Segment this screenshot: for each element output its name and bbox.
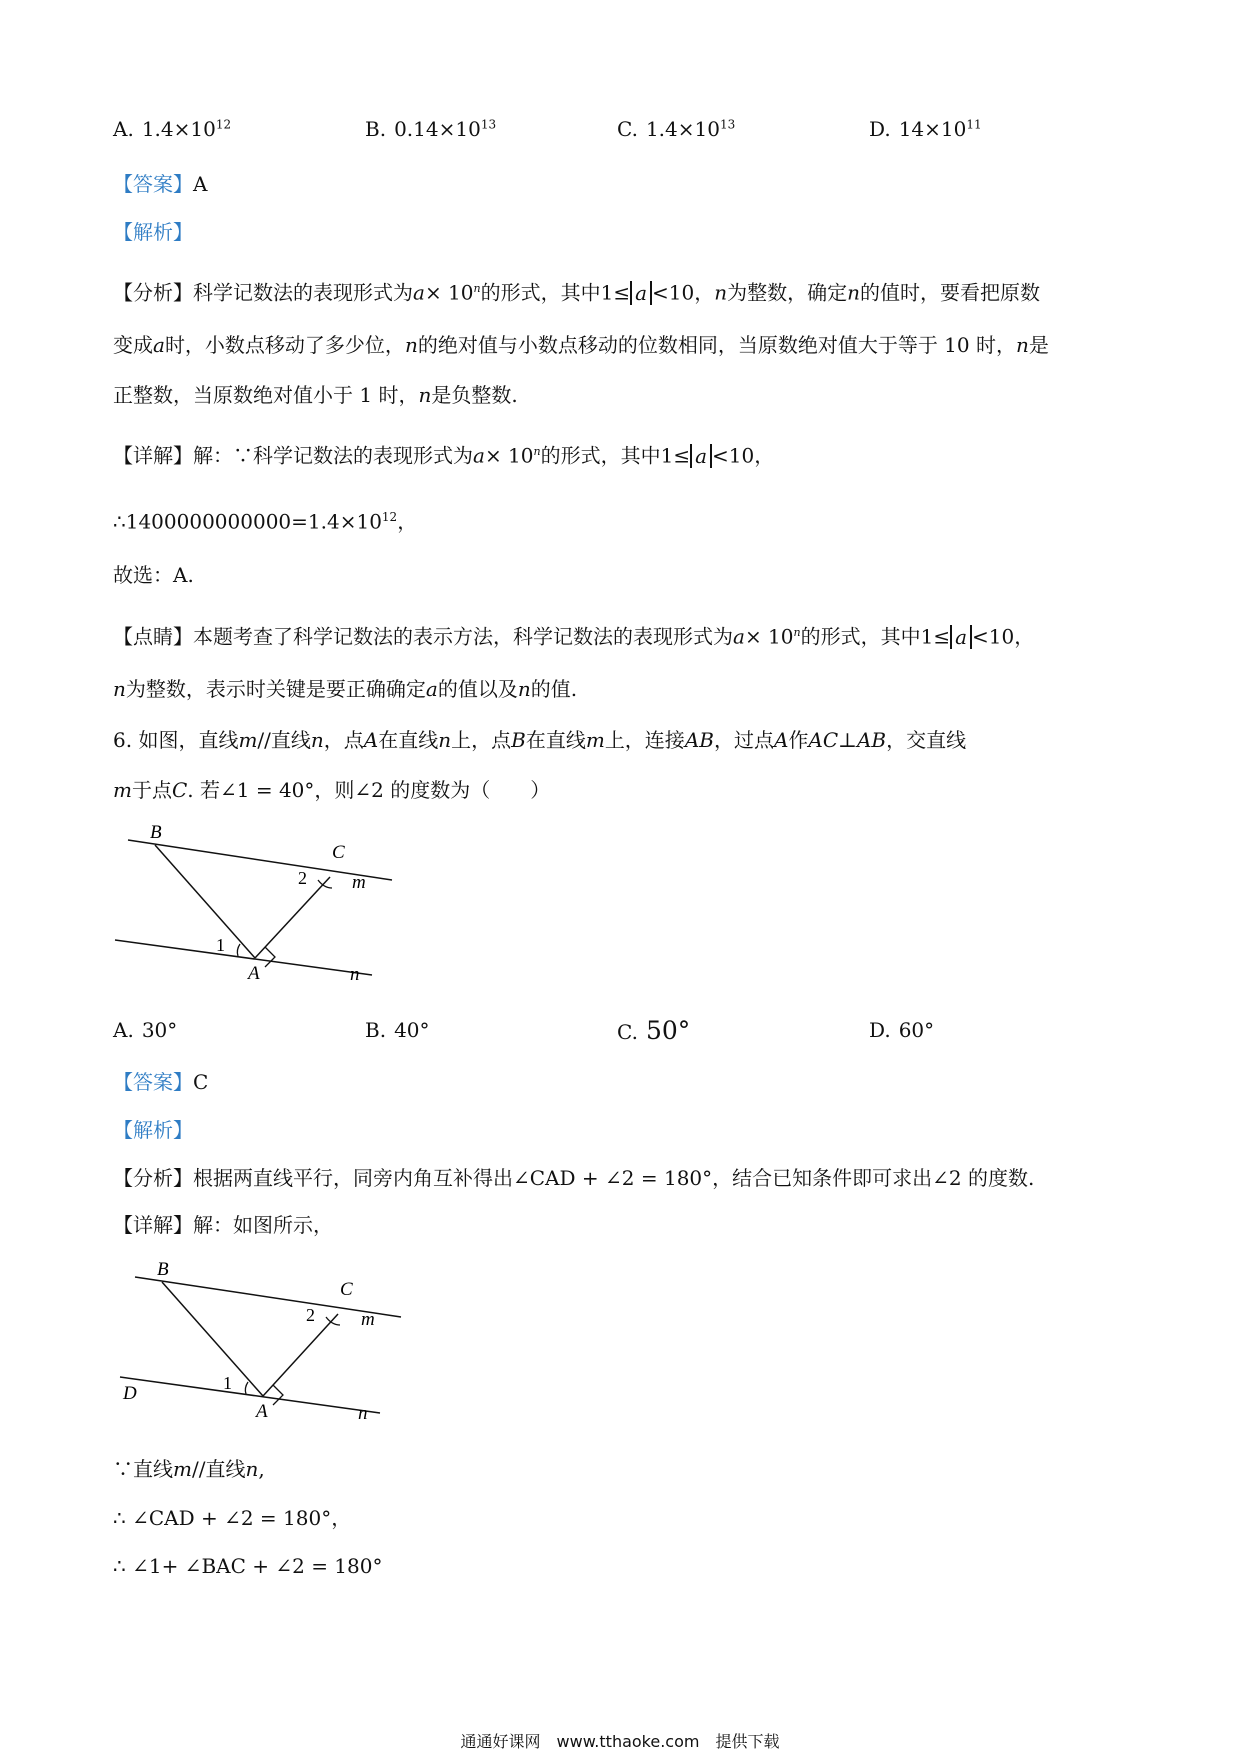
right-angle-mark <box>265 947 275 967</box>
label-1: 1 <box>216 935 225 955</box>
option-d: D. $14\times 10^{11}$ <box>869 117 982 141</box>
dianjing-line-1: 【点睛】本题考查了科学记数法的表示方法，科学记数法的表现形式为$a\times 10^n$的形式，其中1≤ a <10， <box>113 624 1035 649</box>
label-2: 2 <box>306 1305 315 1325</box>
q6-step-2: ∴ ∠CAD + ∠2 = 180°， <box>113 1506 352 1530</box>
option-a: A. $1.4\times 10^{12}$ <box>113 117 232 141</box>
segment-ab <box>155 845 255 958</box>
detail-line-1: 【详解】解：∵科学记数法的表现形式为$a\times 10^n$的形式，其中1≤ a <10， <box>113 443 775 468</box>
dianjing-line-2: n为整数，表示时关键是要正确确定a的值以及n的值. <box>113 677 578 701</box>
analysis-heading: 【解析】 <box>113 220 193 244</box>
label-n: n <box>350 964 360 985</box>
label-n: n <box>358 1403 368 1424</box>
segment-ab <box>162 1282 263 1396</box>
segment-ac <box>263 1314 338 1396</box>
q6-stem-line-1: 6. 如图，直线m//直线n，点A在直线n上，点B在直线m上，连接AB，过点A作AC⊥AB，交直线 <box>113 728 967 752</box>
q6-step-3: ∴ ∠1+ ∠BAC + ∠2 = 180° <box>113 1554 383 1578</box>
q6-analysis-heading: 【解析】 <box>113 1118 193 1142</box>
figure-2 <box>115 1255 425 1435</box>
angle-1-arc <box>245 1382 248 1394</box>
label-m: m <box>361 1309 375 1330</box>
q6-option-b: B. 40° <box>365 1018 430 1042</box>
q6-stem-line-2: m于点C. 若∠1 = 40°，则∠2 的度数为（ ） <box>113 778 551 802</box>
q6-option-c: C. 50° <box>617 1016 691 1045</box>
q6-answer-line: 【答案】C <box>113 1070 209 1094</box>
label-m: m <box>352 872 366 893</box>
q6-detail-1: 【详解】解：如图所示， <box>113 1213 333 1237</box>
q6-fenxi: 【分析】根据两直线平行，同旁内角互补得出∠CAD + ∠2 = 180°，结合已知条件即可求出∠2 的度数. <box>113 1166 1035 1190</box>
label-a: A <box>248 963 260 984</box>
label-c: C <box>340 1279 353 1300</box>
label-c: C <box>332 842 345 863</box>
figure-1 <box>110 820 410 1000</box>
q6-step-1: ∵直线m//直线n, <box>113 1457 265 1481</box>
q6-option-a: A. 30° <box>113 1018 178 1042</box>
q6-option-d: D. 60° <box>869 1018 935 1042</box>
detail-line-2: $\therefore 1400000000000=1.4\times 10^{12}$， <box>113 509 418 534</box>
segment-ac <box>255 877 330 958</box>
label-1: 1 <box>223 1373 232 1393</box>
fenxi-line-1: 【分析】科学记数法的表现形式为$a\times 10^n$的形式，其中1≤ a <10，n为整数，确定n的值时，要看把原数 <box>113 280 1041 305</box>
option-c: C. $1.4\times 10^{13}$ <box>617 117 736 141</box>
answer-line: 【答案】A <box>113 172 208 196</box>
fenxi-line-3: 正整数，当原数绝对值小于 1 时，n是负整数. <box>113 383 518 407</box>
label-b: B <box>157 1259 169 1280</box>
page-footer: 通通好课网 www.tthaoke.com 提供下载 <box>460 1732 780 1751</box>
fenxi-line-2: 变成a时，小数点移动了多少位，n的绝对值与小数点移动的位数相同，当原数绝对值大于等于 10 时，n是 <box>113 333 1049 357</box>
label-d: D <box>123 1383 137 1404</box>
label-b: B <box>150 822 162 843</box>
label-a: A <box>256 1401 268 1422</box>
label-2: 2 <box>298 868 307 888</box>
detail-line-3: 故选：A. <box>113 563 194 587</box>
angle-1-arc <box>237 944 240 956</box>
right-angle-mark <box>273 1385 283 1405</box>
option-b: B. $0.14\times 10^{13}$ <box>365 117 497 141</box>
